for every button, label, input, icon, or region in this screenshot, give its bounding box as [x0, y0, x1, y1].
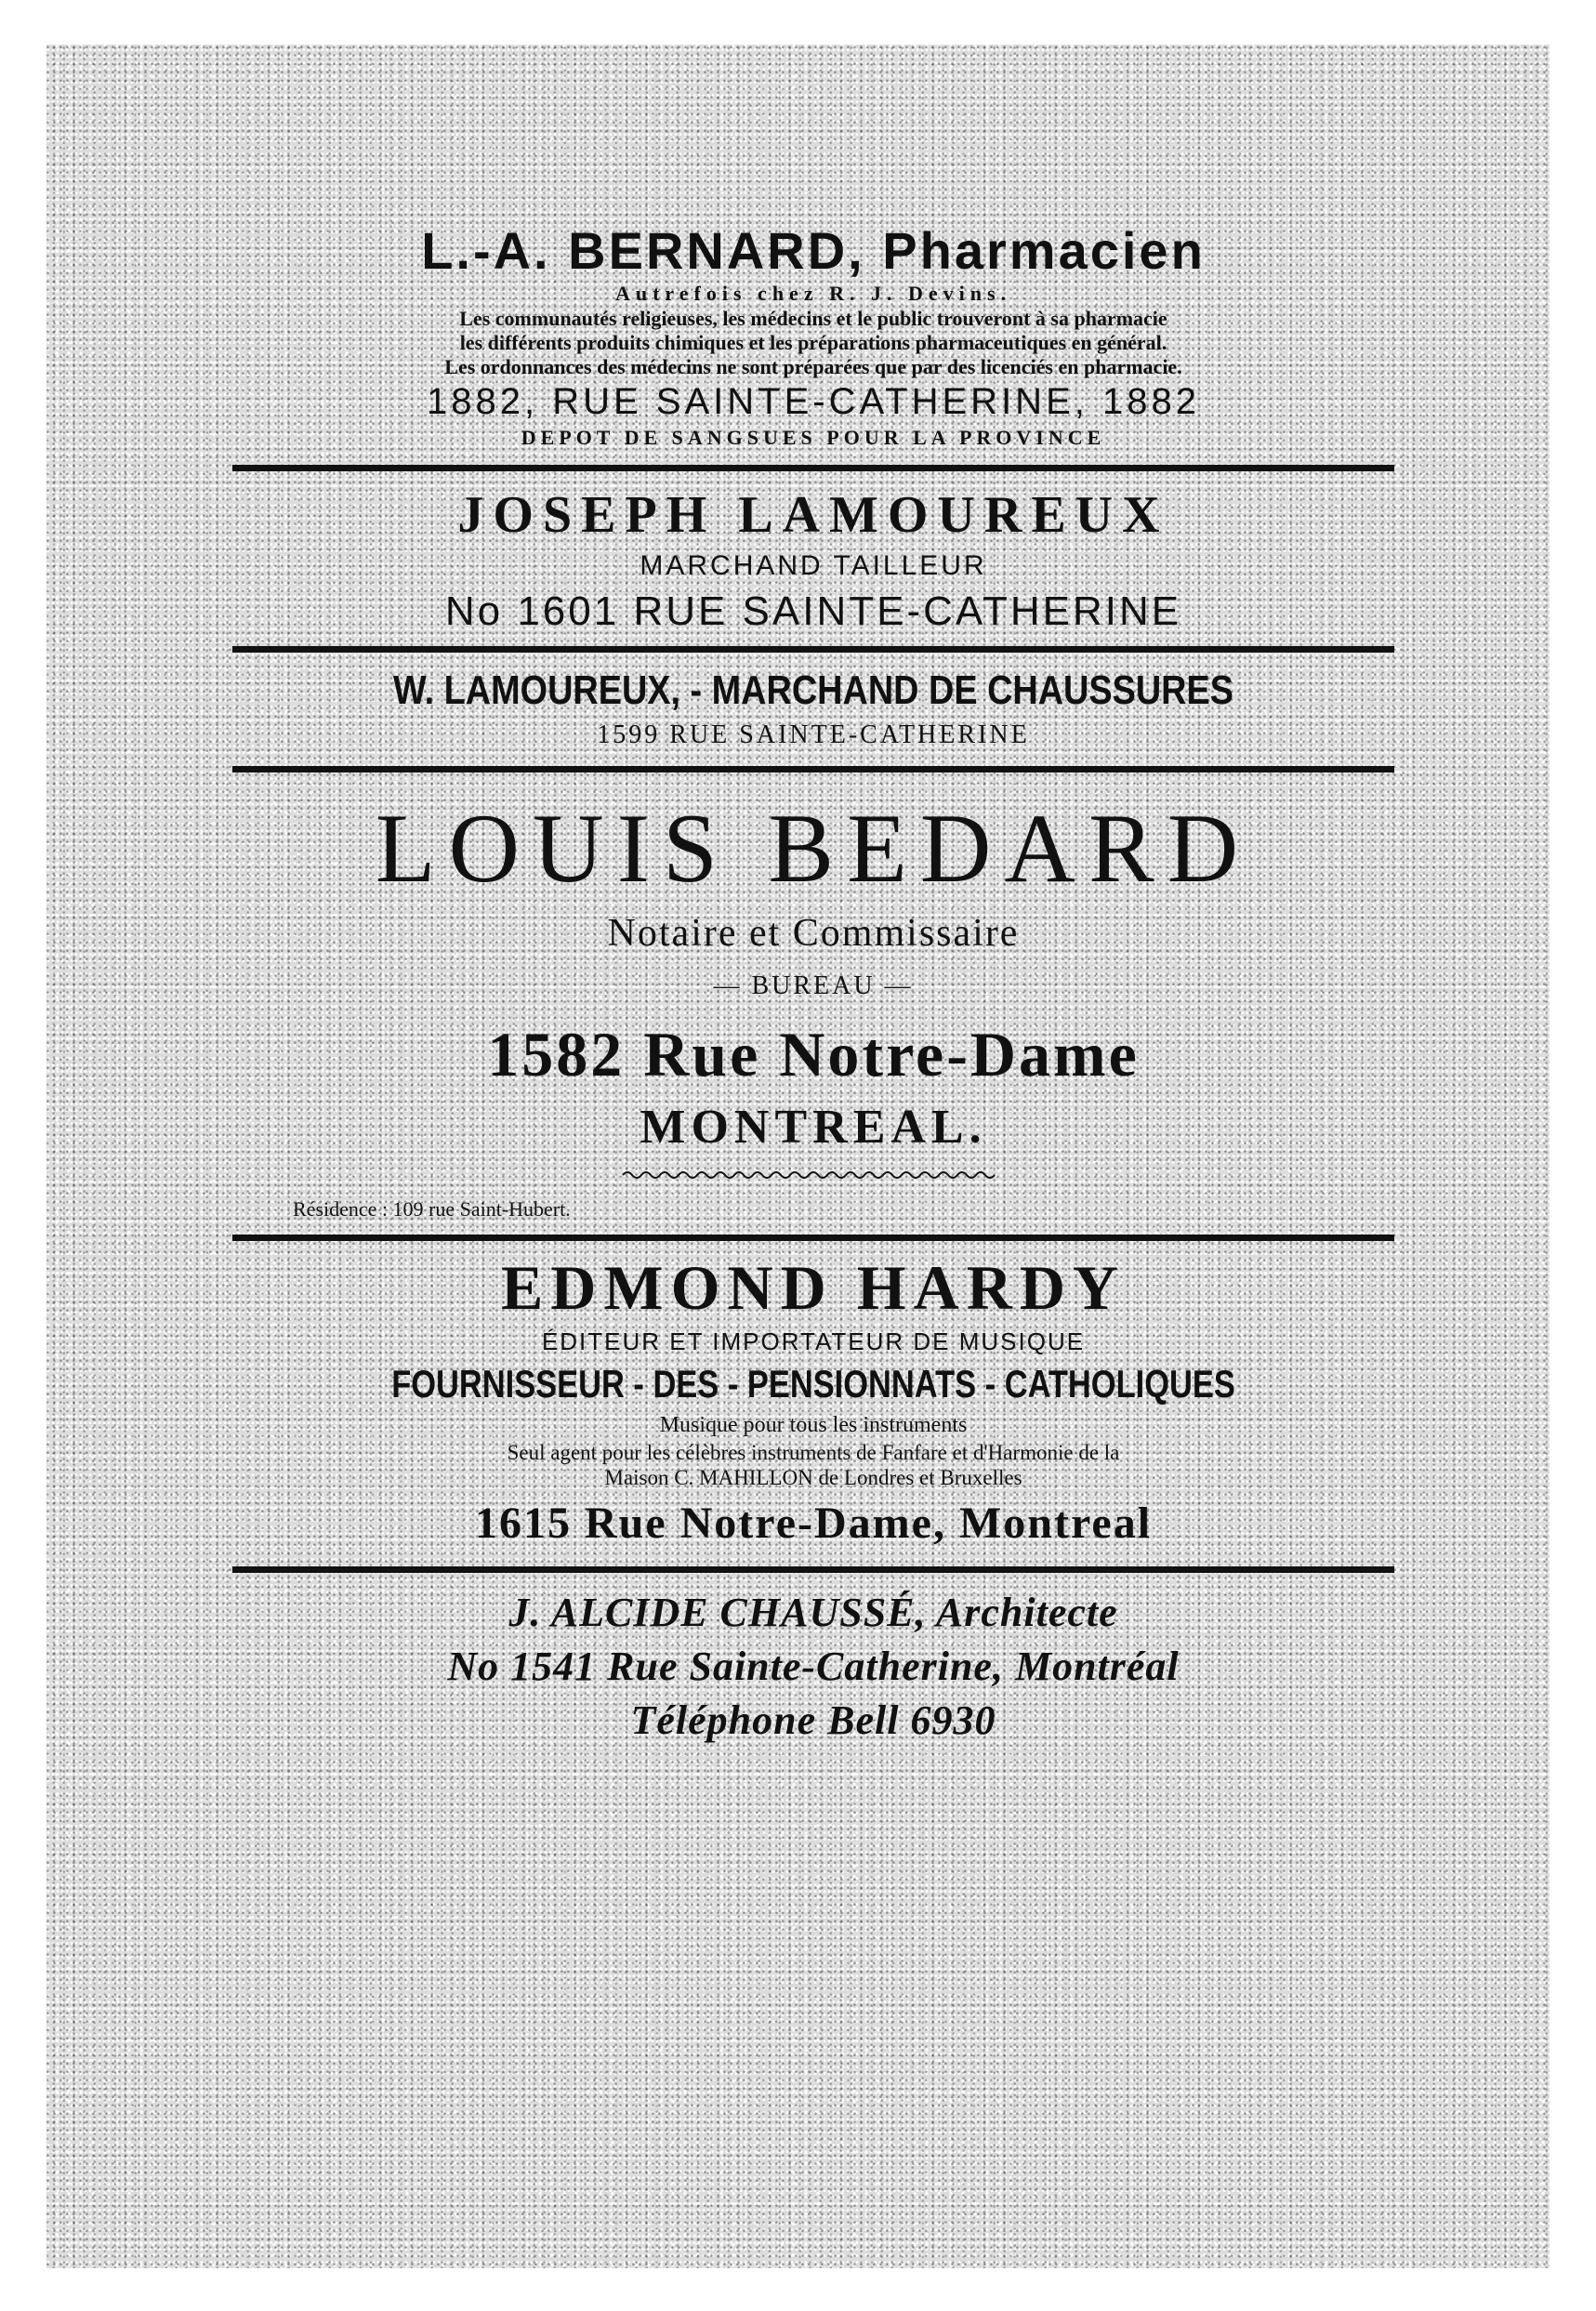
divider-rule	[232, 465, 1394, 471]
wavy-divider	[232, 1161, 1394, 1189]
w-lamoureux-ad	[232, 664, 1394, 753]
edmond-hardy-agent-line-1: Seul agent pour les célèbres instruments de Fanfare et d'Harmonie de la	[507, 1441, 1120, 1464]
bernard-address: 1882, RUE SAINTE-CATHERINE, 1882	[427, 381, 1200, 422]
divider-rule	[232, 646, 1394, 653]
divider-rule	[232, 1235, 1394, 1241]
edmond-hardy-music: Musique pour tous les instruments	[659, 1413, 968, 1437]
edmond-hardy-supplier: FOURNISSEUR - DES - PENSIONNATS - CATHOLIQUES	[391, 1362, 1235, 1406]
edmond-hardy-ad	[232, 1250, 1394, 1557]
advertisements	[232, 221, 1394, 1748]
bernard-title: L.-A. BERNARD, Pharmacien	[421, 221, 1206, 280]
edmond-hardy-address: 1615 Rue Notre-Dame, Montreal	[474, 1499, 1153, 1548]
louis-bedard-residence: Résidence : 109 rue Saint-Hubert.	[293, 1197, 571, 1221]
bernard-formerly: Autrefois chez R. J. Devins.	[614, 282, 1012, 305]
bernard-text-line-1: Les communautés religieuses, les médecins et le public trouveront à sa pharmacie	[459, 307, 1167, 330]
chausse-address: No 1541 Rue Sainte-Catherine, Montréal	[447, 1644, 1180, 1689]
edmond-hardy-trade: ÉDITEUR ET IMPORTATEUR DE MUSIQUE	[541, 1327, 1086, 1355]
w-lamoureux-address: 1599 RUE SAINTE-CATHERINE	[597, 720, 1030, 749]
bernard-text-line-3: Les ordonnances des médecins ne sont préparées que par des licenciés en pharmacie.	[444, 355, 1182, 378]
louis-bedard-city: MONTREAL.	[640, 1101, 987, 1154]
divider-rule	[232, 766, 1394, 773]
bernard-depot: DEPOT DE SANGSUES POUR LA PROVINCE	[521, 426, 1106, 449]
louis-bedard-bureau: — BUREAU —	[713, 971, 914, 1000]
joseph-lamoureux-address: No 1601 RUE SAINTE-CATHERINE	[444, 588, 1182, 634]
w-lamoureux-title: W. LAMOUREUX, - MARCHAND DE CHAUSSURES	[393, 667, 1233, 713]
joseph-lamoureux-ad	[232, 482, 1394, 639]
louis-bedard-ad	[232, 789, 1394, 1225]
bernard-ad	[232, 221, 1394, 452]
edmond-hardy-name: EDMOND HARDY	[500, 1252, 1127, 1323]
chausse-name: J. ALCIDE CHAUSSÉ, Architecte	[508, 1590, 1118, 1635]
joseph-lamoureux-trade: MARCHAND TAILLEUR	[640, 550, 987, 581]
chausse-telephone: Téléphone Bell 6930	[630, 1697, 996, 1743]
chausse-ad	[232, 1586, 1394, 1748]
louis-bedard-role: Notaire et Commissaire	[607, 912, 1020, 955]
edmond-hardy-agent-line-2: Maison C. MAHILLON de Londres et Bruxelles	[604, 1466, 1022, 1489]
bernard-text-line-2: les différents produits chimiques et les préparations pharmaceutiques en général.	[459, 331, 1167, 354]
louis-bedard-name: LOUIS BEDARD	[375, 794, 1252, 903]
joseph-lamoureux-name: JOSEPH LAMOUREUX	[457, 486, 1169, 544]
divider-rule	[232, 1566, 1394, 1573]
louis-bedard-address: 1582 Rue Notre-Dame	[487, 1019, 1140, 1089]
advertisement-page	[46, 45, 1550, 2268]
